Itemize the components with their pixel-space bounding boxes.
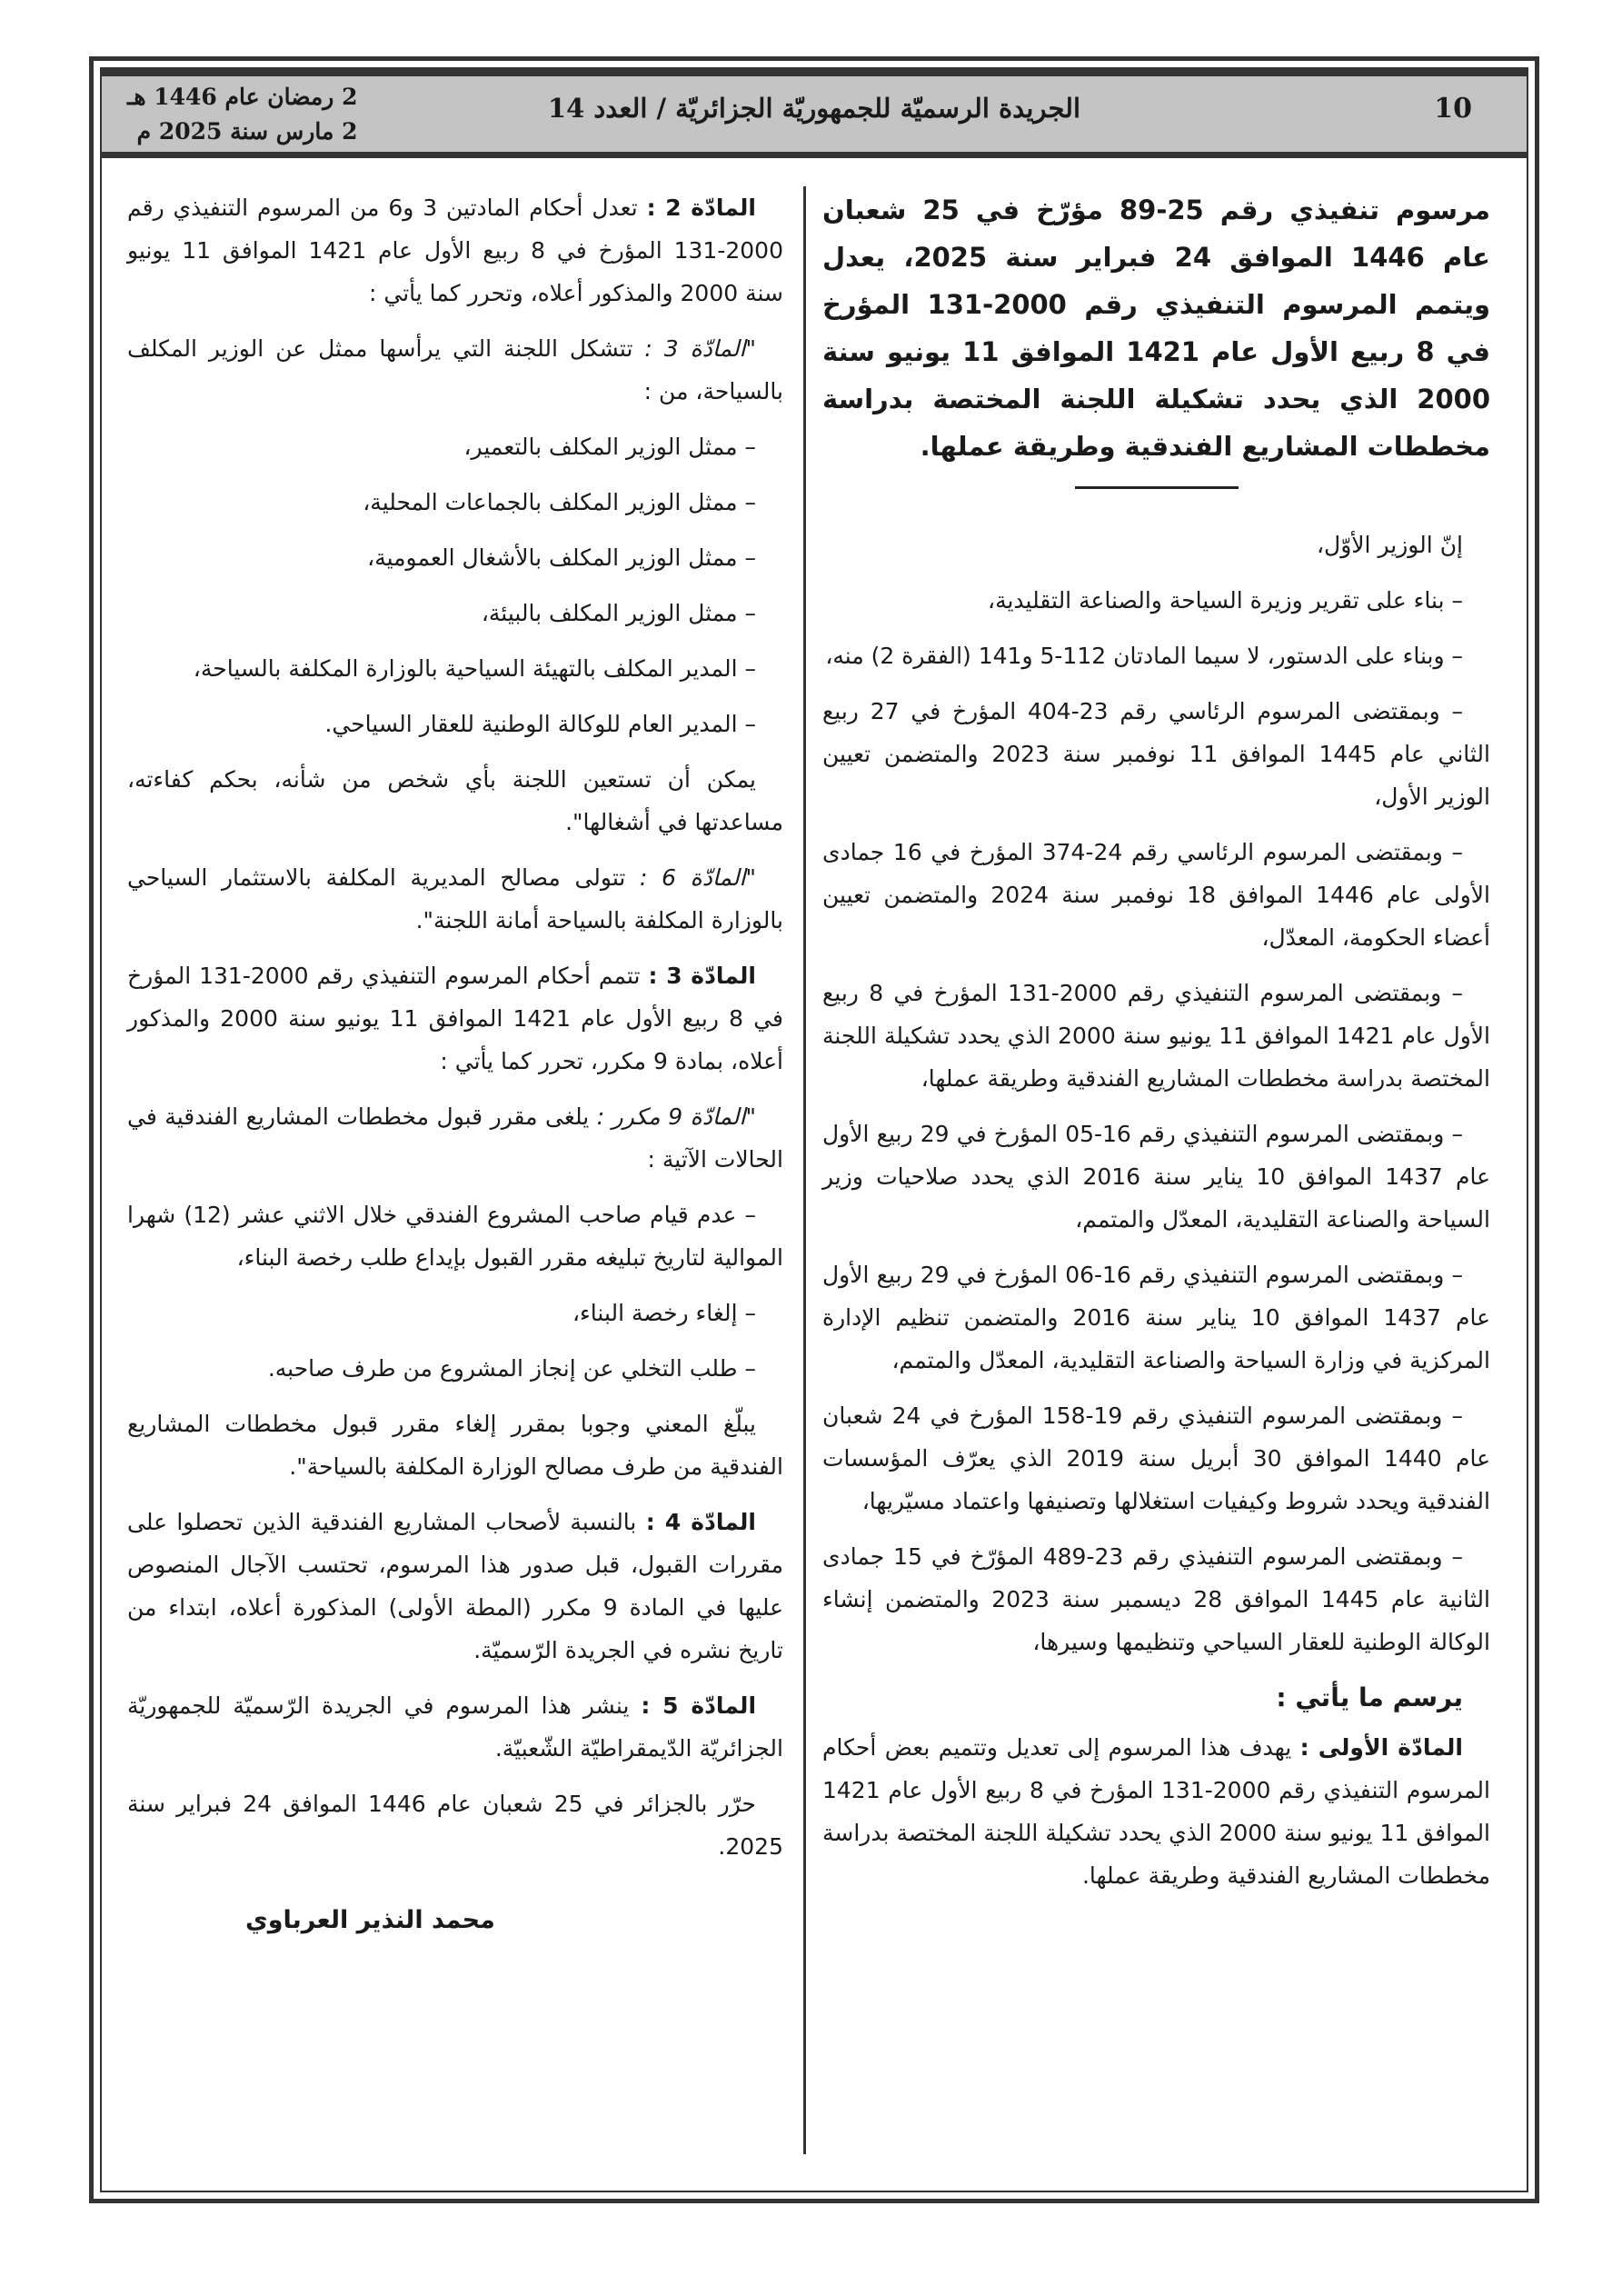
article-label: "المادّة 6 : <box>639 864 757 891</box>
article-label: المادّة 4 : <box>645 1509 756 1535</box>
recital: – وبمقتضى المرسوم التنفيذي رقم 16-05 المؤرخ في 29 ربيع الأول عام 1437 الموافق 10 يناير سنة 2016 الذي يحدد صلاحيات وزير السياحة والصناعة التقليدية، المعدّل والمتمم، <box>822 1121 1490 1233</box>
list-item <box>127 1782 783 1868</box>
paragraph-text: يلغى مقرر قبول مخططات المشاريع الفندقية في الحالات الآتية : <box>127 1103 783 1173</box>
paragraph-text: تتشكل اللجنة التي يرأسها ممثل عن الوزير المكلف بالسياحة، من : <box>127 335 783 404</box>
recital: – وبمقتضى المرسوم الرئاسي رقم 24-374 المؤرخ في 16 جمادى الأولى عام 1446 الموافق 18 نوفمبر سنة 2024 والمتضمن تعيين أعضاء الحكومة، المعدّل، <box>822 839 1490 951</box>
list-item <box>127 481 783 524</box>
article-1-label: المادّة الأولى : <box>1299 1734 1463 1761</box>
article-label: المادّة 2 : <box>646 195 756 221</box>
list-item <box>127 647 783 690</box>
article-paragraph <box>127 954 783 1083</box>
paragraph-text: بالنسبة لأصحاب المشاريع الفندقية الذين تحصلوا على مقررات القبول، قبل صدور هذا المرسوم، تحتسب الآجال المنصوص عليها في المادة 9 مكرر (المطة الأولى) المذكورة أعلاه، ابتداء من تاريخ نشره في الجريدة الرّسميّة. <box>127 1509 784 1663</box>
paragraph-text: يبلّغ المعني وجوبا بمقرر إلغاء مقرر قبول مخططات المشاريع الفندقية من طرف مصالح الوزارة المكلفة بالسياحة". <box>127 1411 783 1480</box>
article-label: المادّة 3 : <box>648 963 756 989</box>
journal-title: الجريدة الرسميّة للجمهوريّة الجزائريّة / العدد 14 <box>547 93 1081 124</box>
left-column <box>127 186 783 1942</box>
articles-list <box>127 186 783 1868</box>
recital: – وبمقتضى المرسوم الرئاسي رقم 23-404 المؤرخ في 27 ربيع الثاني عام 1445 الموافق 11 نوفمبر سنة 2023 والمتضمن تعيين الوزير الأول، <box>822 698 1491 810</box>
article-paragraph <box>127 856 783 942</box>
paragraph-text: يمكن أن تستعين اللجنة بأي شخص من شأنه، بحكم كفاءته، مساعدتها في أشغالها". <box>127 766 783 835</box>
signature: محمد النذير العرباوي <box>245 1906 495 1934</box>
decree-title: مرسوم تنفيذي رقم 25-89 مؤرّخ في 25 شعبان عام 1446 الموافق 24 فبراير سنة 2025، يعدل ويتمم المرسوم التنفيذي رقم 2000-131 المؤرخ في 8 ربيع الأول عام 1421 الموافق 11 يونيو سنة 2000 الذي يحدد تشكيلة اللجنة المختصة بدراسة مخططات المشاريع الفندقية وطريقة عملها. <box>822 195 1490 462</box>
recital: – وبناء على الدستور، لا سيما المادتان 112-5 و141 (الفقرة 2) منه، <box>825 643 1463 669</box>
paragraph-text: – إلغاء رخصة البناء، <box>572 1300 756 1326</box>
column-divider <box>803 186 806 2154</box>
article-1-text: يهدف هذا المرسوم إلى تعديل وتتميم بعض أحكام المرسوم التنفيذي رقم 2000-131 المؤرخ في 8 ربيع الأول عام 1421 الموافق 11 يونيو سنة 2000 الذي يحدد تشكيلة اللجنة المختصة بدراسة مخططات المشاريع الفندقية وطريقة عملها. <box>822 1734 1491 1889</box>
paragraph-text: – ممثل الوزير المكلف بالتعمير، <box>463 434 756 460</box>
recitals-list <box>822 579 1490 1663</box>
list-item <box>127 536 783 579</box>
paragraph-text: ينشر هذا المرسوم في الجريدة الرّسميّة للجمهوريّة الجزائريّة الدّيمقراطيّة الشّعبيّة. <box>127 1692 783 1762</box>
paragraph-text: – عدم قيام صاحب المشروع الفندقي خلال الاثني عشر (12) شهرا الموالية لتاريخ تبليغه مقرر القبول بإيداع طلب رخصة البناء، <box>127 1202 783 1271</box>
paragraph-text: تعدل أحكام المادتين 3 و6 من المرسوم التنفيذي رقم 2000-131 المؤرخ في 8 ربيع الأول عام 1421 الموافق 11 يونيو سنة 2000 والمذكور أعلاه، وتحرر كما يأتي : <box>127 195 783 306</box>
list-item <box>127 703 783 745</box>
recital: – وبمقتضى المرسوم التنفيذي رقم 16-06 المؤرخ في 29 ربيع الأول عام 1437 الموافق 10 يناير سنة 2016 والمتضمن تنظيم الإدارة المركزية في وزارة السياحة والصناعة التقليدية، المعدّل والمتمم، <box>822 1262 1490 1373</box>
paragraph-text: حرّر بالجزائر في 25 شعبان عام 1446 الموافق 24 فبراير سنة 2025. <box>127 1791 783 1860</box>
intro: إنّ الوزير الأوّل، <box>1316 532 1463 558</box>
list-item <box>127 1403 783 1488</box>
paragraph-text: – طلب التخلي عن إنجاز المشروع من طرف صاحبه. <box>267 1355 756 1382</box>
list-item <box>127 425 783 468</box>
list-item <box>127 1193 783 1279</box>
list-item <box>127 592 783 634</box>
article-label: المادّة 5 : <box>641 1692 757 1719</box>
paragraph-text: تتولى مصالح المديرية المكلفة بالاستثمار السياحي بالوزارة المكلفة بالسياحة أمانة اللجنة". <box>127 864 783 933</box>
paragraph-text: – ممثل الوزير المكلف بالبيئة، <box>481 600 756 626</box>
paragraph-text: – ممثل الوزير المكلف بالجماعات المحلية، <box>363 489 756 515</box>
article-paragraph <box>127 1501 783 1672</box>
article-paragraph <box>127 327 783 413</box>
page-number: 10 <box>1434 93 1472 125</box>
paragraph-text: تتمم أحكام المرسوم التنفيذي رقم 2000-131 المؤرخ في 8 ربيع الأول عام 1421 الموافق 11 يونيو سنة 2000 والمذكور أعلاه، بمادة 9 مكرر، تحرر كما يأتي : <box>127 963 783 1074</box>
paragraph-text: – المدير العام للوكالة الوطنية للعقار السياحي. <box>324 711 756 737</box>
article-1 <box>822 1726 1490 1897</box>
article-paragraph <box>127 186 783 314</box>
article-label: "المادّة 9 مكرر : <box>596 1103 756 1130</box>
recital: – وبمقتضى المرسوم التنفيذي رقم 23-489 المؤرّخ في 15 جمادى الثانية عام 1445 الموافق 28 ديسمبر سنة 2023 والمتضمن إنشاء الوكالة الوطنية للعقار السياحي وتنظيمها وسيرها، <box>822 1543 1490 1655</box>
list-item <box>127 1347 783 1390</box>
article-paragraph <box>127 1684 783 1770</box>
date-hijri: 2 رمضان عام 1446 هـ <box>127 84 358 110</box>
issue-date <box>127 80 357 149</box>
article-label: "المادّة 3 : <box>644 335 757 362</box>
article-paragraph <box>127 1095 783 1181</box>
right-column <box>822 186 1490 1910</box>
paragraph-text: – ممثل الوزير المكلف بالأشغال العمومية، <box>367 544 756 571</box>
recital: – وبمقتضى المرسوم التنفيذي رقم 2000-131 المؤرخ في 8 ربيع الأول عام 1421 الموافق 11 يونيو سنة 2000 الذي يحدد تشكيلة اللجنة المختصة بدراسة مخططات المشاريع الفندقية وطريقة عملها، <box>822 980 1491 1092</box>
decrees-heading: يرسم ما يأتي : <box>1276 1682 1463 1712</box>
journal-header <box>102 69 1527 158</box>
recital: – بناء على تقرير وزيرة السياحة والصناعة التقليدية، <box>988 587 1463 614</box>
date-gregorian: 2 مارس سنة 2025 م <box>136 118 358 145</box>
title-rule <box>1075 486 1239 489</box>
recital: – وبمقتضى المرسوم التنفيذي رقم 19-158 المؤرخ في 24 شعبان عام 1440 الموافق 30 أبريل سنة 2019 الذي يعرّف المؤسسات الفندقية ويحدد شروط وكيفيات استغلالها وتصنيفها واعتماد مسيّريها، <box>822 1403 1491 1514</box>
list-item <box>127 1292 783 1334</box>
list-item <box>127 758 783 844</box>
paragraph-text: – المدير المكلف بالتهيئة السياحية بالوزارة المكلفة بالسياحة، <box>193 655 756 682</box>
